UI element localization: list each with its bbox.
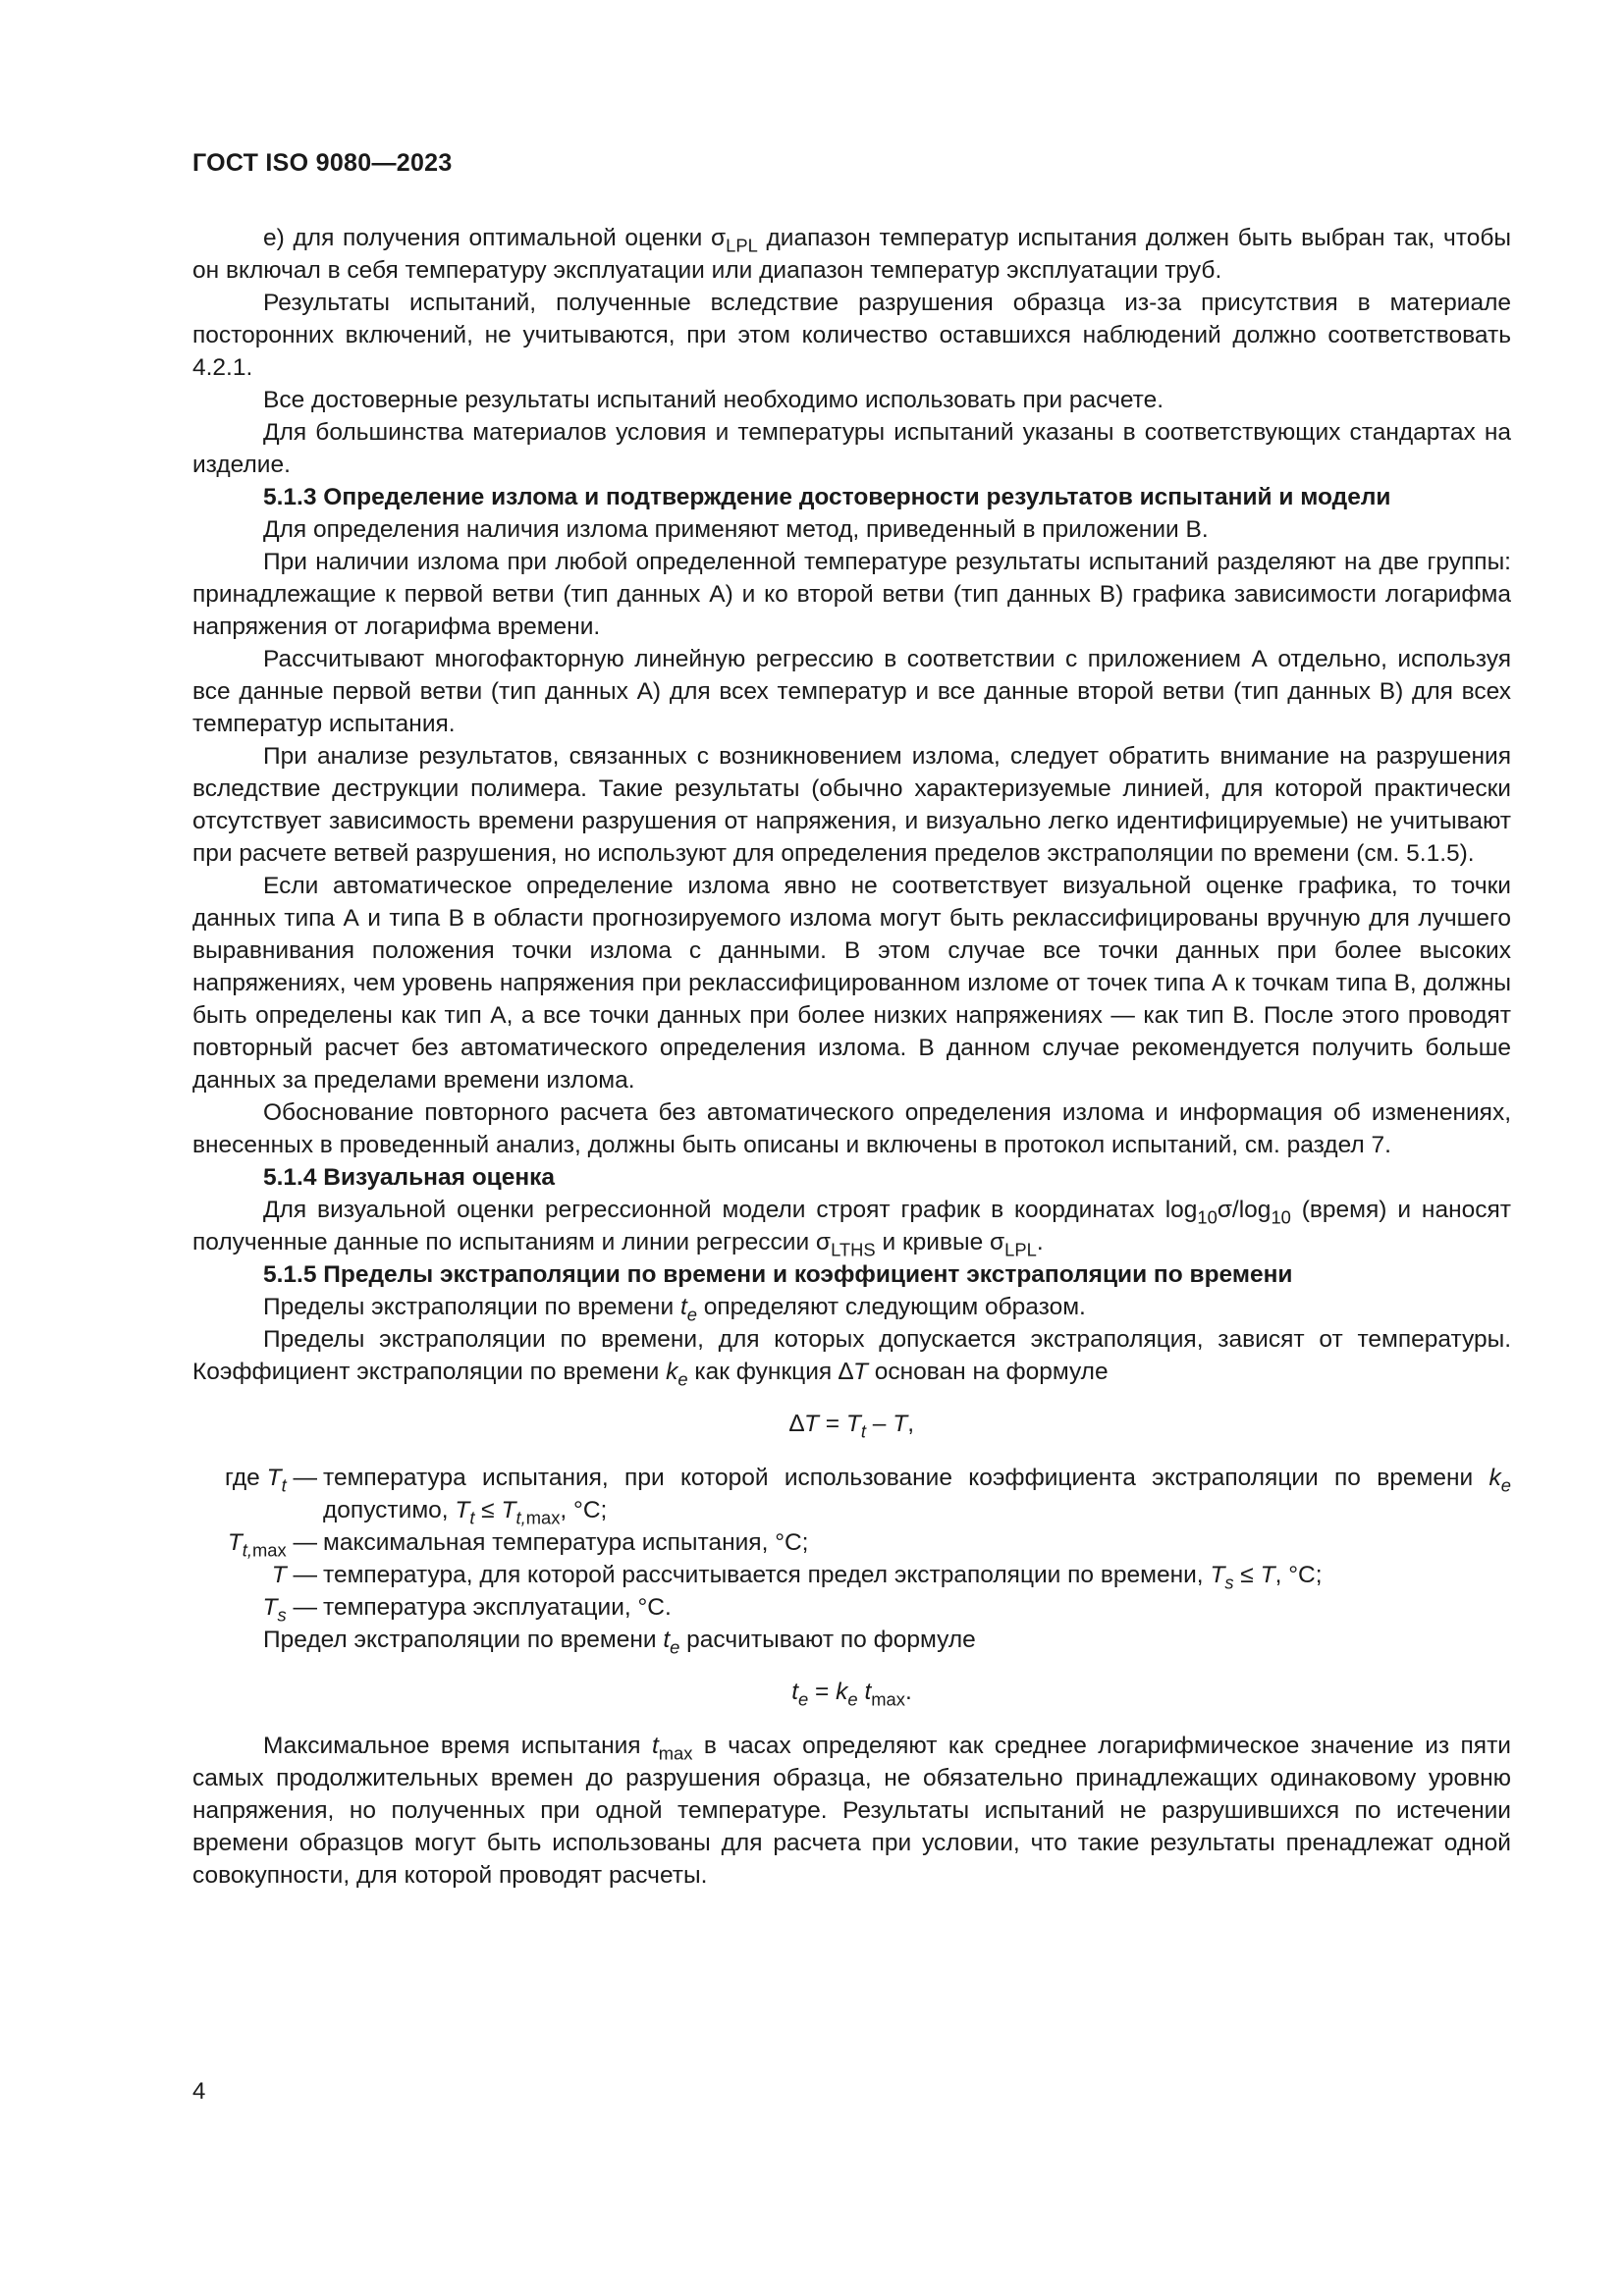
formula-delta-t: $\Delta T = T_t - T$, (789, 1411, 914, 1442)
paragraph: Пределы экстраполяции по времени $t_e$ определяют следующим образом. (263, 1294, 1086, 1325)
paragraph: Для определения наличия излома применяют метод, приведенный в приложении В. (263, 516, 1209, 543)
section-heading-5-1-3: 5.1.3 Определение излома и подтверждение достоверности результатов испытаний и модели (263, 484, 1391, 510)
paragraph: Обоснование повторного расчета без автоматического определения излома и информация об изменениях, внесенных в проведенный анализ, должны быть описаны и включены в протокол испытаний, см. раздел 7. (192, 1099, 1511, 1158)
document-header: ГОСТ ISO 9080—2023 (192, 149, 453, 177)
paragraph-visual-assessment: Для визуальной оценки регрессионной модели строят график в координатах $\log_{10}\sigma/\log_{10}$ (время) и наносят полученные данные по испытаниям и линии регрессии $\sigma_{LTHS}$ и кривые $\sigma_{LPL}$. (192, 1197, 1511, 1260)
paragraph: При наличии излома при любой определенной температуре результаты испытаний разделяют на две группы: принадлежащие к первой ветви (тип данных А) и ко второй ветви (тип данных В) графика зависимости логарифма напряжения от логарифма времени. (192, 549, 1511, 640)
definition-symbol-ttmax: $T_{t,max}$ — (227, 1529, 317, 1561)
paragraph: Для большинства материалов условия и температуры испытаний указаны в соответствующих стандартах на изделие. (192, 419, 1511, 478)
paragraph: При анализе результатов, связанных с возникновением излома, следует обратить внимание на разрушения вследствие деструкции полимера. Такие результаты (обычно характеризуемые линией, для которой практически отсутствует зависимость времени разрушения от напряжения, и визуально легко идентифицируемые) не учитывают при расчете ветвей разрушения, но используют для определения пределов экстраполяции по времени (см. 5.1.5). (192, 743, 1511, 867)
paragraph: Все достоверные результаты испытаний необходимо использовать при расчете. (263, 387, 1164, 413)
definitions-list (192, 1462, 1511, 1624)
paragraph: Рассчитывают многофакторную линейную регрессию в соответствии с приложением А отдельно, используя все данные первой ветви (тип данных А) для всех температур и все данные второй ветви (тип данных В) для всех температур испытания. (192, 646, 1511, 737)
definition-text-ttmax: максимальная температура испытания, °С; (323, 1529, 809, 1556)
paragraph-item-e: е) для получения оптимальной оценки $\sigma_{LPL}$ диапазон температур испытания должен быть выбран так, чтобы он включал в себя температуру эксплуатации или диапазон температур эксплуатации труб. (192, 225, 1511, 284)
paragraph: Предел экстраполяции по времени $t_e$ расчитывают по формуле (263, 1627, 976, 1658)
definition-text-tt: температура испытания, при которой использование коэффициента экстраполяции по времени $k_e$ допустимо, $T_t \le T_{t,max}$, °С; (323, 1465, 1511, 1528)
paragraph: Пределы экстраполяции по времени, для которых допускается экстраполяция, зависят от температуры. Коэффициент экстраполяции по времени $k_e$ как функция ∆T основан на формуле (192, 1326, 1511, 1390)
definition-text-t: температура, для которой рассчитывается предел экстраполяции по времени, $T_s \le T$, °С; (323, 1562, 1323, 1593)
paragraph: Результаты испытаний, полученные вследствие разрушения образца из-за присутствия в материале посторонних включений, не учитываются, при этом количество оставшихся наблюдений должно соответствовать 4.2.1. (192, 290, 1511, 381)
paragraph: Если автоматическое определение излома явно не соответствует визуальной оценке графика, то точки данных типа А и типа В в области прогнозируемого излома могут быть реклассифицированы вручную для лучшего выравнивания положения точки излома с данными. В этом случае все точки данных при более высоких напряжениях, чем уровень напряжения при реклассифицированном изломе от точек типа А к точкам типа В, должны быть определены как тип А, а все точки данных при более низких напряжениях — как тип В. После этого проводят повторный расчет без автоматического определения излома. В данном случае рекомендуется получить больше данных за пределами времени излома. (192, 873, 1511, 1094)
definition-symbol-ts: $T_s$ — (262, 1594, 317, 1626)
paragraph: Максимальное время испытания $t_{max}$ в часах определяют как среднее логарифмическое значение из пяти самых продолжительных времен до разрушения образца, не обязательно принадлежащих одинаковому уровню напряжения, но полученных при одной температуре. Результаты испытаний не разрушившихся по истечении времени образцов могут быть использованы для расчета при условии, что такие результаты пренадлежат одной совокупности, для которой проводят расчеты. (192, 1733, 1511, 1889)
formula-te: $t_e = k_e$ $t_{max}$. (791, 1679, 912, 1710)
page-number: 4 (192, 2078, 206, 2105)
definition-text-ts: температура эксплуатации, °С. (323, 1594, 672, 1621)
document-body (192, 222, 1511, 1892)
definition-symbol-tt: где $T_t$ — (225, 1465, 317, 1496)
section-heading-5-1-5: 5.1.5 Пределы экстраполяции по времени и коэффициент экстраполяции по времени (263, 1261, 1293, 1288)
section-heading-5-1-4: 5.1.4 Визуальная оценка (263, 1164, 556, 1191)
definition-symbol-t: T — (271, 1562, 317, 1588)
